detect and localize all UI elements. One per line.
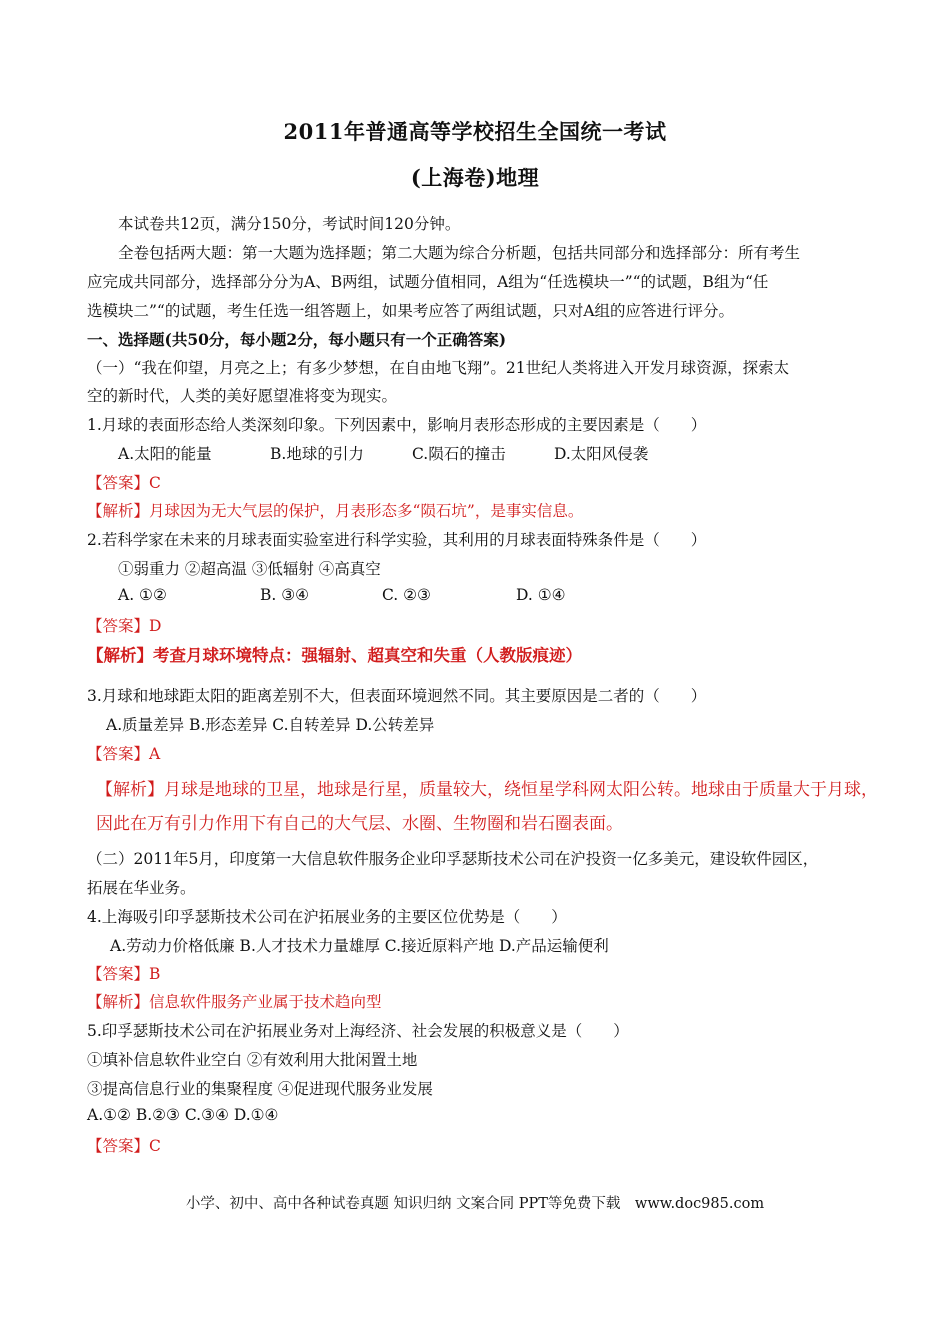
option-a: A.太阳的能量 [118, 445, 212, 463]
group2-intro-line-2: 拓展在华业务。 [87, 879, 196, 897]
question-4-options: A.劳动力价格低廉 B.人才技术力量雄厚 C.接近原料产地 D.产品运输便利 [110, 937, 609, 955]
option-a: A. ①② [118, 586, 167, 604]
question-5-statements-line-1: ①填补信息软件业空白 ②有效利用大批闲置土地 [87, 1051, 418, 1069]
question-2-stem: 2.若科学家在未来的月球表面实验室进行科学实验，其利用的月球表面特殊条件是（ ） [87, 531, 707, 549]
question-2-options [118, 586, 566, 604]
question-3-answer: 【答案】A [87, 745, 161, 763]
question-5-statements-line-2: ③提高信息行业的集聚程度 ④促进现代服务业发展 [87, 1080, 433, 1098]
question-3-analysis-line-2: 因此在万有引力作用下有自己的大气层、水圈、生物圈和岩石圈表面。 [96, 814, 623, 834]
option-b: B.地球的引力 [270, 445, 364, 463]
exam-subtitle: (上海卷)地理 [410, 165, 540, 190]
question-4-answer: 【答案】B [87, 965, 161, 983]
page-footer: 小学、初中、高中各种试卷真题 知识归纳 文案合同 PPT等免费下载 www.doc985.com [185, 1196, 765, 1212]
question-3-analysis-line-1: 【解析】月球是地球的卫星，地球是行星，质量较大，绕恒星学科网太阳公转。地球由于质量大于月球， [96, 780, 878, 800]
section-heading: 一、选择题(共50分，每小题2分，每小题只有一个正确答案) [87, 330, 507, 349]
option-d: D.太阳风侵袭 [554, 445, 649, 463]
question-4-stem: 4.上海吸引印孚瑟斯技术公司在沪拓展业务的主要区位优势是（ ） [87, 908, 567, 926]
question-3-stem: 3.月球和地球距太阳的距离差别不大，但表面环境迥然不同。其主要原因是二者的（ ） [87, 687, 707, 705]
group1-intro-line-2: 空的新时代，人类的美好愿望准将变为现实。 [87, 387, 398, 405]
option-c: C. ②③ [382, 586, 431, 604]
question-2-analysis: 【解析】考查月球环境特点：强辐射、超真空和失重（人教版痕迹） [87, 646, 582, 665]
question-1-analysis: 【解析】月球因为无大气层的保护，月表形态多“陨石坑”，是事实信息。 [87, 502, 584, 520]
question-1-answer: 【答案】C [87, 474, 161, 492]
group1-intro-line-1: （一）“我在仰望，月亮之上；有多少梦想，在自由地飞翔”。21世纪人类将进入开发月球资源，探索太 [87, 359, 790, 377]
question-1-stem: 1.月球的表面形态给人类深刻印象。下列因素中，影响月表形态形成的主要因素是（ ） [87, 416, 707, 434]
intro-paragraph-2-line-1: 全卷包括两大题：第一大题为选择题；第二大题为综合分析题，包括共同部分和选择部分：所有考生 [118, 244, 801, 262]
group2-intro-line-1: （二）2011年5月，印度第一大信息软件服务企业印孚瑟斯技术公司在沪投资一亿多美元，建设软件园区， [87, 850, 819, 868]
question-3-options: A.质量差异 B.形态差异 C.自转差异 D.公转差异 [106, 716, 435, 734]
question-5-options: A.①② B.②③ C.③④ D.①④ [87, 1106, 279, 1124]
question-5-stem: 5.印孚瑟斯技术公司在沪拓展业务对上海经济、社会发展的积极意义是（ ） [87, 1022, 629, 1040]
option-c: C.陨石的撞击 [412, 445, 506, 463]
intro-paragraph-2-line-2: 应完成共同部分，选择部分分为A、B两组，试题分值相同，A组为“任选模块一”“的试题，B组为“任 [87, 273, 769, 291]
question-2-answer: 【答案】D [87, 617, 162, 635]
intro-paragraph-2-line-3: 选模块二”“的试题，考生任选一组答题上，如果考应答了两组试题，只对A组的应答进行评分。 [87, 302, 735, 320]
question-5-answer: 【答案】C [87, 1137, 161, 1155]
question-1-options [118, 442, 648, 464]
option-d: D. ①④ [516, 586, 566, 604]
intro-paragraph-1: 本试卷共12页，满分150分，考试时间120分钟。 [118, 215, 461, 233]
option-b: B. ③④ [260, 586, 310, 604]
exam-title: 2011年普通高等学校招生全国统一考试 [283, 119, 667, 144]
question-4-analysis: 【解析】信息软件服务产业属于技术趋向型 [87, 993, 382, 1011]
question-2-conditions: ①弱重力 ②超高温 ③低辐射 ④高真空 [118, 560, 381, 578]
